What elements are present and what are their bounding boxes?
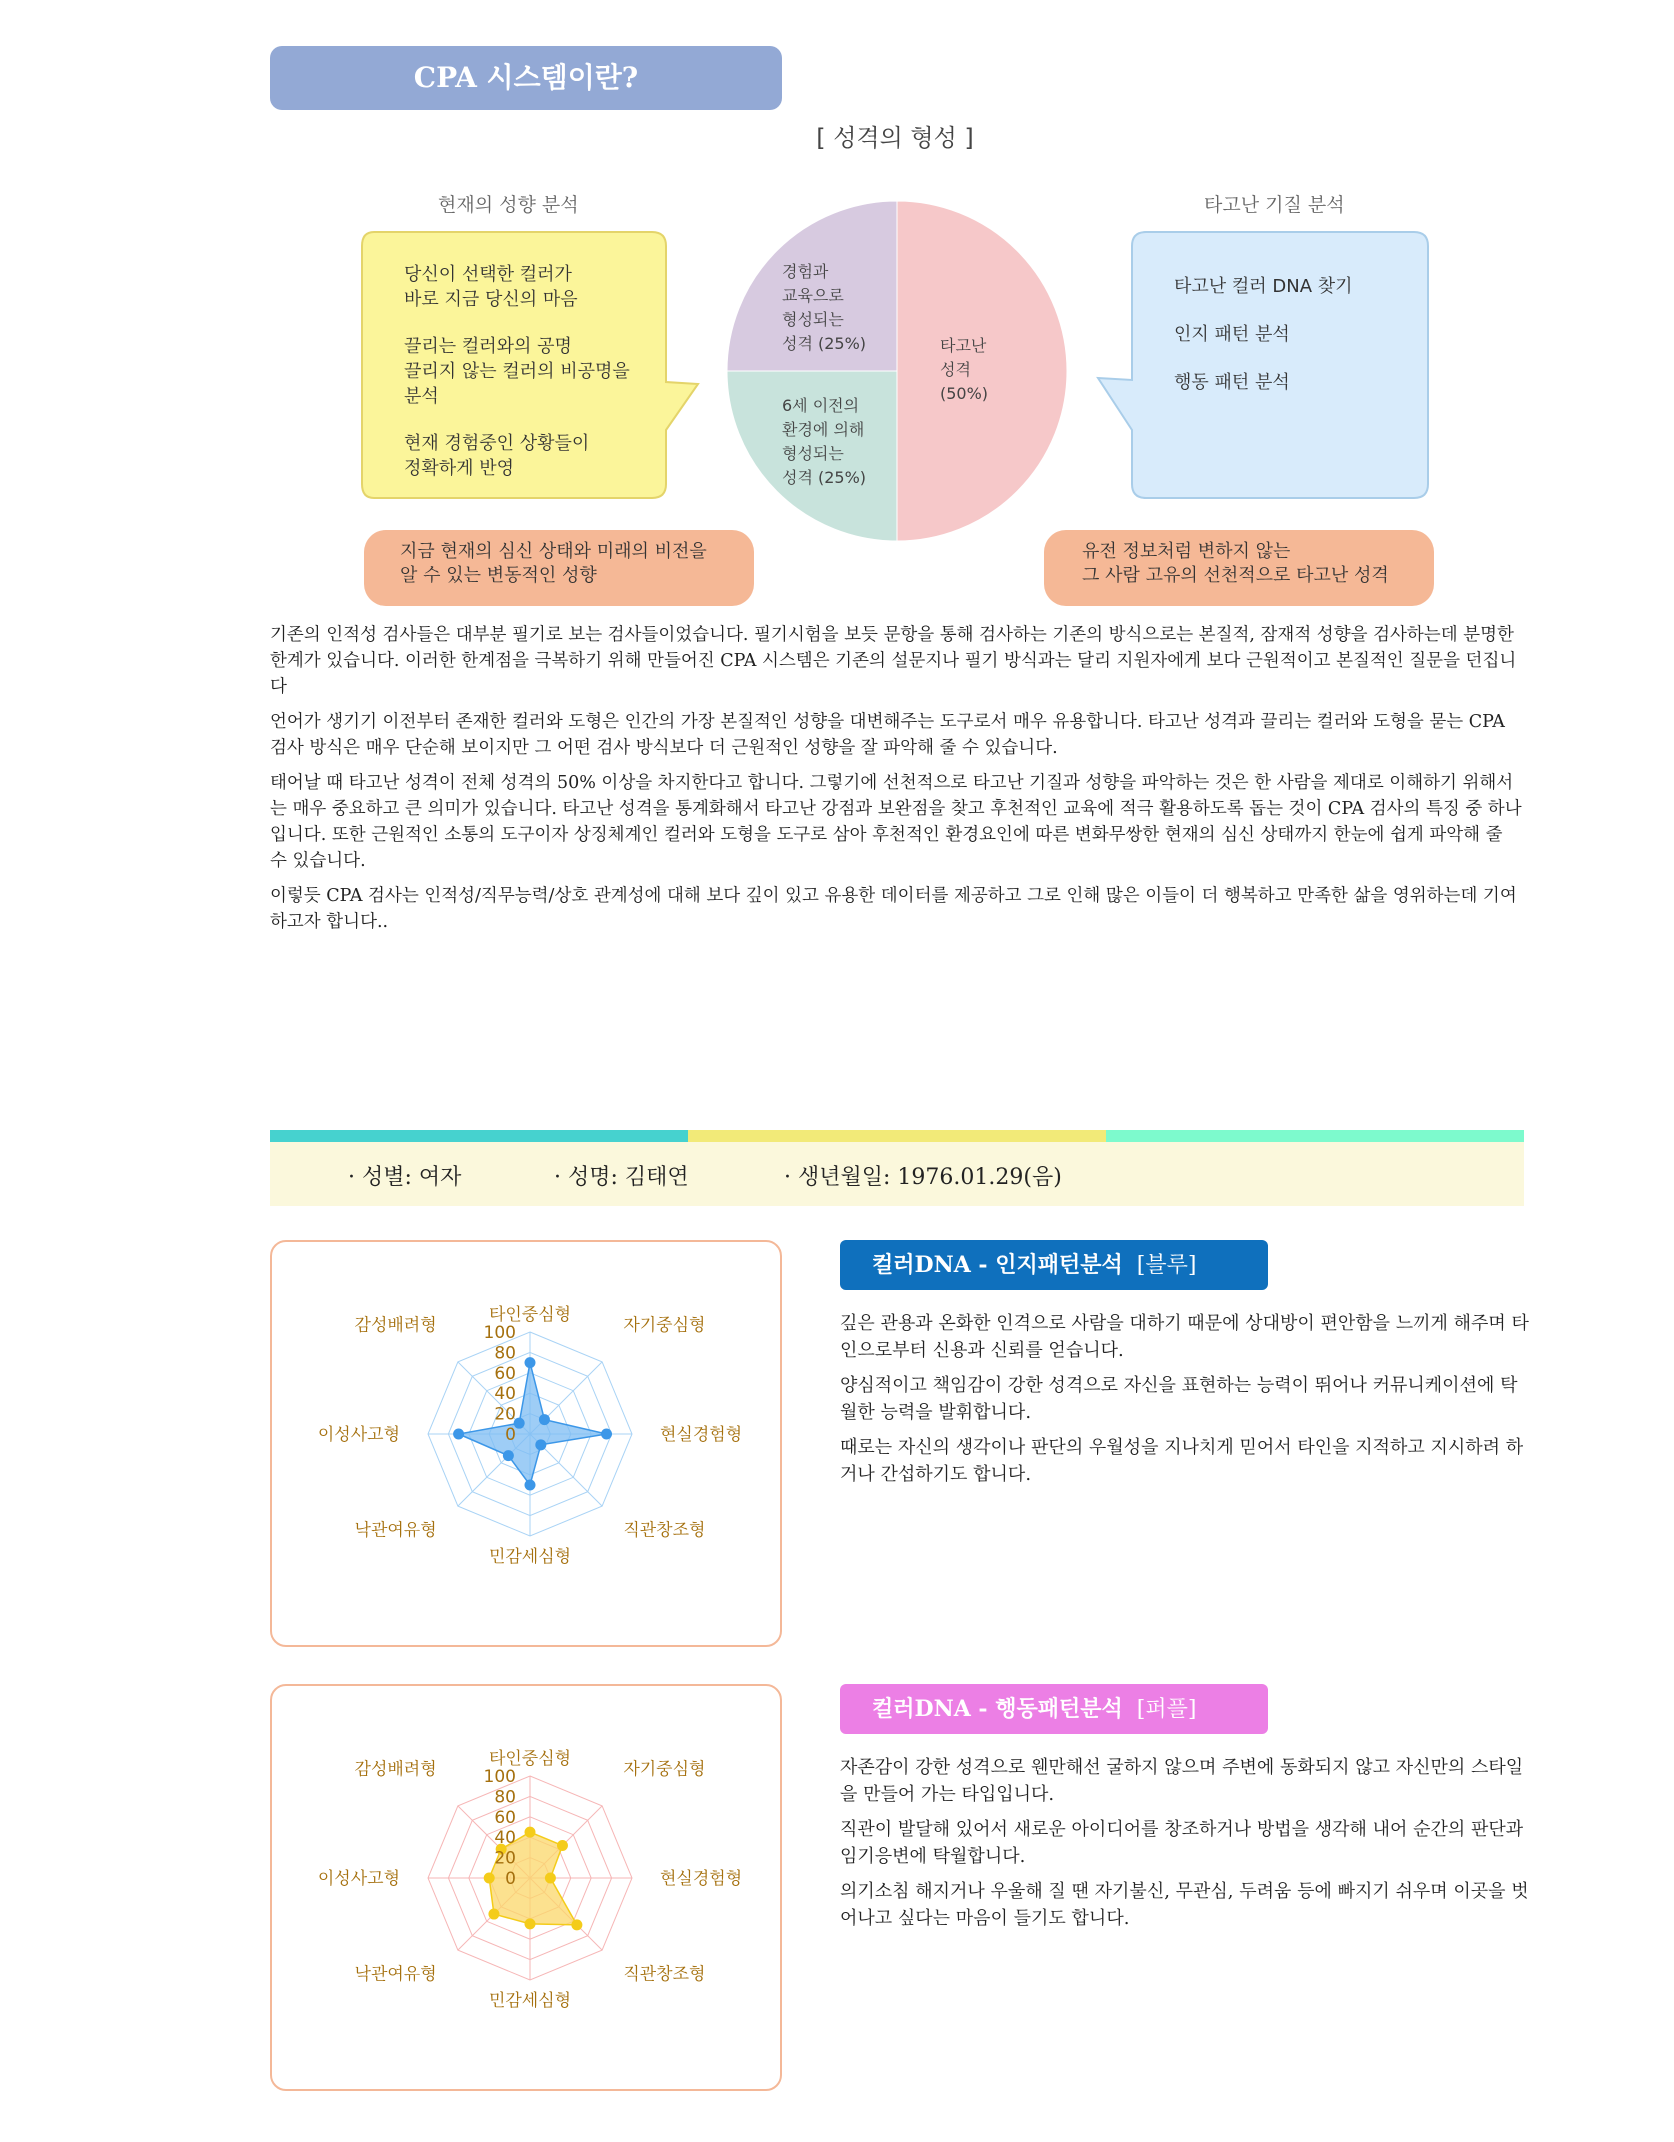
diagram-subtitle: [ 성격의 형성 ] [816,124,974,152]
color-bar-segment [1106,1130,1524,1142]
radar-axis-label: 현실경험형 [660,1425,743,1445]
radar-tick-label: 60 [494,1807,516,1828]
pie-label-innate: 타고난 성격 (50%) [940,336,989,403]
radar-axis-label: 타인중심형 [488,1749,572,1769]
profile-birth: · 생년월일: 1976.01.29(음) [784,1165,1062,1190]
radar-axis-label: 직관창조형 [623,1520,706,1541]
behavioral-description [840,1754,1530,1940]
radar-axis-label: 현실경험형 [660,1869,743,1889]
cognitive-description [840,1310,1530,1496]
behavioral-paragraph: 자존감이 강한 성격으로 웬만해선 굴하지 않으며 주변에 동화되지 않고 자신만의 스타일을 만들어 가는 타입입니다. [840,1757,1524,1805]
radar-axis-label: 직관창조형 [623,1964,706,1985]
right-summary-pill: 유전 정보처럼 변하지 않는 그 사람 고유의 선천적으로 타고난 성격 [1044,530,1434,606]
radar-data-point [539,1414,550,1425]
radar-tick-label: 40 [494,1828,516,1849]
radar-axis-label: 이성사고형 [317,1869,400,1889]
radar-data-point [525,1357,536,1368]
radar-data-point [545,1873,556,1884]
behavioral-section-tag: [퍼플] [1136,1697,1197,1722]
cognitive-paragraph: 깊은 관용과 온화한 인격으로 사람을 대하기 때문에 상대방이 편안함을 느끼게 해주며 타인으로부터 신용과 신뢰를 얻습니다. [840,1313,1529,1361]
cognitive-paragraph: 양심적이고 책임감이 강한 성격으로 자신을 표현하는 능력이 뛰어나 커뮤니케이션에 탁월한 능력을 발휘합니다. [840,1375,1518,1423]
radar-tick-label: 20 [494,1404,516,1425]
profile-info-band [270,1142,1524,1206]
radar-data-point [571,1919,582,1930]
cognitive-section-title: 컬러DNA - 인지패턴분석 [872,1252,1123,1278]
radar-data-point [453,1429,464,1440]
radar-data-area [459,1363,607,1485]
profile-name: · 성명: 김태연 [554,1165,689,1190]
left-panel-label: 현재의 성향 분석 [438,194,579,216]
radar-tick-label: 80 [494,1787,516,1808]
intro-paragraph: 기존의 인적성 검사들은 대부분 필기로 보는 검사들이었습니다. 필기시험을 보듯 문항을 통해 검사하는 기존의 방식으로는 본질적, 잠재적 성향을 검사하는데 분명한 한계가 있습니다. 이러한 한계점을 극복하기 위해 만들어진 CPA 시스템은 기존의 설문지나 필기 방식과는 달리 지원자에게 보다 근원적이고 본질적인 질문을 던집니다 [270,625,1517,697]
cognitive-radar-chart [272,1242,780,1645]
left-bubble-line: 끌리는 컬러와의 공명 끌리지 않는 컬러의 비공명을 분석 [404,336,630,407]
right-bubble-line: 타고난 컬러 DNA 찾기 [1174,276,1353,297]
behavioral-paragraph: 직관이 발달해 있어서 새로운 아이디어를 창조하거나 방법을 생각해 내어 순간의 판단과 임기응변에 탁월합니다. [840,1819,1524,1867]
radar-tick-label: 100 [483,1767,516,1787]
right-bubble-line: 인지 패턴 분석 [1174,324,1290,345]
left-bubble-text [404,262,664,503]
radar-tick-label: 100 [483,1323,516,1343]
profile-gender: · 성별: 여자 [348,1165,462,1190]
cognitive-radar-card [270,1240,782,1647]
intro-paragraph: 태어날 때 타고난 성격이 전체 성격의 50% 이상을 차지한다고 합니다. 그렇기에 선천적으로 타고난 기질과 성향을 파악하는 것은 한 사람을 제대로 이해하기 위해서는 매우 중요하고 큰 의미가 있습니다. 타고난 성격을 통계화해서 타고난 강점과 보완점을 찾고 후천적인 교육에 적극 활용하도록 돕는 것이 CPA 검사의 특징 중 하나입니다. 또한 근원적인 소통의 도구이자 상징체계인 컬러와 도형을 도구로 삼아 후천적인 환경요인에 따른 변화무쌍한 현재의 심신 상태까지 한눈에 쉽게 파악해 줄 수 있습니다. [270,773,1522,871]
radar-data-point [484,1873,495,1884]
radar-axis-label: 낙관여유형 [354,1964,437,1985]
radar-tick-label: 40 [494,1384,516,1405]
page-title: CPA 시스템이란? [270,46,782,110]
radar-axis-label: 감성배려형 [354,1315,437,1336]
radar-axis-label: 자기중심형 [623,1315,706,1336]
behavioral-paragraph: 의기소침 해지거나 우울해 질 땐 자기불신, 무관심, 두려움 등에 빠지기 쉬우며 이곳을 벗어나고 싶다는 마음이 들기도 합니다. [840,1881,1529,1929]
right-panel-label: 타고난 기질 분석 [1204,194,1345,216]
intro-paragraph: 언어가 생기기 이전부터 존재한 컬러와 도형은 인간의 가장 본질적인 성향을 대변해주는 도구로서 매우 유용합니다. 타고난 성격과 끌리는 컬러와 도형을 묻는 CPA 검사 방식은 매우 단순해 보이지만 그 어떤 검사 방식보다 더 근원적인 성향을 잘 파악해 줄 수 있습니다. [270,712,1505,758]
cognitive-section-tag: [블루] [1136,1253,1197,1278]
pie-label-experience: 경험과 교육으로 형성되는 성격 (25%) [782,262,867,353]
left-bubble-line: 당신이 선택한 컬러가 바로 지금 당신의 마음 [404,264,578,310]
behavioral-radar-chart [272,1686,780,2089]
behavioral-section-header [840,1684,1268,1734]
radar-data-point [488,1909,499,1920]
radar-axis-label: 민감세심형 [488,1991,572,2011]
pie-label-environment: 6세 이전의 환경에 의해 형성되는 성격 (25%) [782,396,867,487]
radar-data-point [535,1439,546,1450]
radar-data-point [525,1918,536,1929]
radar-axis-label: 이성사고형 [317,1425,400,1445]
radar-axis-label: 자기중심형 [623,1759,706,1780]
radar-axis-label: 민감세심형 [488,1547,572,1567]
radar-tick-label: 80 [494,1343,516,1364]
radar-axis-label: 타인중심형 [488,1305,572,1325]
radar-axis-label: 낙관여유형 [354,1520,437,1541]
cognitive-section-header [840,1240,1268,1290]
radar-data-point [525,1480,536,1491]
radar-tick-label: 0 [505,1425,516,1445]
radar-tick-label: 20 [494,1848,516,1869]
color-bar-segment [688,1130,1106,1142]
radar-tick-label: 0 [505,1869,516,1889]
radar-data-point [503,1450,514,1461]
intro-text [270,622,1524,944]
left-bubble-line: 현재 경험중인 상황들이 정확하게 반영 [404,433,590,479]
color-bar-segment [270,1130,688,1142]
right-bubble-line: 행동 패턴 분석 [1174,372,1290,393]
radar-data-point [525,1827,536,1838]
radar-tick-label: 60 [494,1363,516,1384]
left-summary-pill: 지금 현재의 심신 상태와 미래의 비전을 알 수 있는 변동적인 성향 [364,530,754,606]
intro-paragraph: 이렇듯 CPA 검사는 인적성/직무능력/상호 관계성에 대해 보다 깊이 있고 유용한 데이터를 제공하고 그로 인해 많은 이들이 더 행복하고 만족한 삶을 영위하는데 기여하고자 합니다.. [270,886,1517,932]
behavioral-section-title: 컬러DNA - 행동패턴분석 [872,1696,1123,1722]
radar-data-point [601,1429,612,1440]
behavioral-radar-card [270,1684,782,2091]
radar-data-point [557,1840,568,1851]
radar-axis-label: 감성배려형 [354,1759,437,1780]
right-bubble-text [1174,274,1414,417]
cognitive-paragraph: 때로는 자신의 생각이나 판단의 우월성을 지나치게 믿어서 타인을 지적하고 지시하려 하거나 간섭하기도 합니다. [840,1437,1524,1485]
